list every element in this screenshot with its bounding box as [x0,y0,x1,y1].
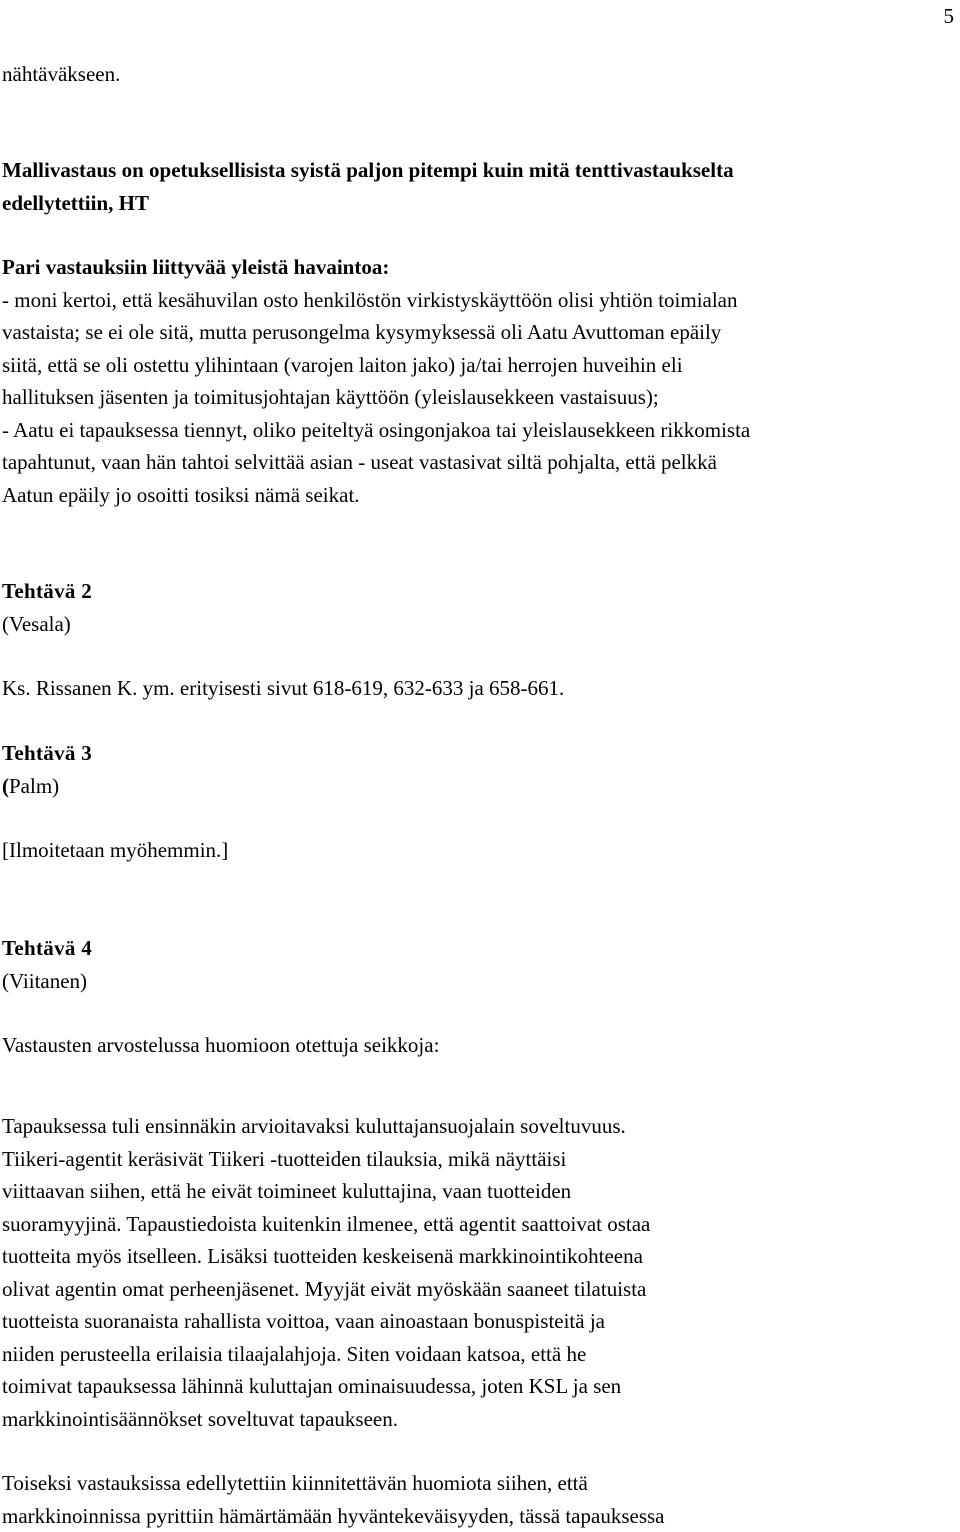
intro-line: nähtäväkseen. [2,58,952,91]
task-3-section [2,737,952,802]
task-3-title: Tehtävä 3 [2,737,952,770]
text-line: viittaavan siihen, että he eivät toimineet kuluttajina, vaan tuotteiden [2,1175,952,1208]
task-4-paragraph-2 [2,1467,952,1532]
intro-line-block [2,58,952,91]
text-line: vastaista; se ei ole sitä, mutta perusongelma kysymyksessä oli Aatu Avuttoman epäily [2,316,952,349]
text-line: tuotteista suoranaista rahallista voittoa, vaan ainoastaan bonuspisteitä ja [2,1305,952,1338]
task-2-section [2,575,952,640]
task-2-reference-block [2,672,952,705]
text-line: olivat agentin omat perheenjäsenet. Myyjät eivät myöskään saaneet tilatuista [2,1273,952,1306]
task-3-author-name: Palm) [9,774,59,798]
text-line: toimivat tapauksessa lähinnä kuluttajan ominaisuudessa, joten KSL ja sen [2,1370,952,1403]
text-line: Tapauksessa tuli ensinnäkin arvioitavaksi kuluttajansuojalain soveltuvuus. [2,1110,952,1143]
general-observations [2,251,952,511]
text-line: siitä, että se oli ostettu ylihintaan (varojen laiton jako) ja/tai herrojen huveihin eli [2,349,952,382]
text-line: Tiikeri-agentit keräsivät Tiikeri -tuotteiden tilauksia, mikä näyttäisi [2,1143,952,1176]
task-4-author: (Viitanen) [2,965,952,998]
text-line: Mallivastaus on opetuksellisista syistä paljon pitempi kuin mitä tenttivastaukselta [2,154,952,187]
task-3-author-paren: ( [2,774,9,798]
task-3-note-block [2,834,952,867]
text-line: niiden perusteella erilaisia tilaajalahjoja. Siten voidaan katsoa, että he [2,1338,952,1371]
text-line: markkinointisäännökset soveltuvat tapaukseen. [2,1403,952,1436]
task-3-author [2,770,952,803]
task-2-author: (Vesala) [2,608,952,641]
text-line: - moni kertoi, että kesähuvilan osto henkilöstön virkistyskäyttöön olisi yhtiön toimialan [2,284,952,317]
text-line: - Aatu ei tapauksessa tiennyt, oliko peiteltyä osingonjakoa tai yleislausekkeen rikkomista [2,414,952,447]
text-line: tuotteita myös itselleen. Lisäksi tuotteiden keskeisenä markkinointikohteena [2,1240,952,1273]
task-2-title: Tehtävä 2 [2,575,952,608]
text-line: hallituksen jäsenten ja toimitusjohtajan käyttöön (yleislausekkeen vastaisuus); [2,381,952,414]
text-line: markkinoinnissa pyrittiin hämärtämään hyväntekeväisyyden, tässä tapauksessa [2,1500,952,1532]
text-line: Toiseksi vastauksissa edellytettiin kiinnitettävän huomiota siihen, että [2,1467,952,1500]
observations-heading: Pari vastauksiin liittyvää yleistä havaintoa: [2,251,952,284]
task-4-title: Tehtävä 4 [2,932,952,965]
task-2-reference: Ks. Rissanen K. ym. erityisesti sivut 618-619, 632-633 ja 658-661. [2,672,952,705]
page-number: 5 [944,4,955,29]
model-answer-note [2,154,952,219]
task-4-paragraph-1 [2,1110,952,1435]
task-4-intro: Vastausten arvostelussa huomioon otettuja seikkoja: [2,1029,952,1062]
text-line: tapahtunut, vaan hän tahtoi selvittää asian - useat vastasivat siltä pohjalta, että pelkkä [2,446,952,479]
task-3-note: [Ilmoitetaan myöhemmin.] [2,834,952,867]
task-4-section [2,932,952,997]
text-line: edellytettiin, HT [2,187,952,220]
text-line: suoramyyjinä. Tapaustiedoista kuitenkin ilmenee, että agentit saattoivat ostaa [2,1208,952,1241]
task-4-intro-block [2,1029,952,1062]
text-line: Aatun epäily jo osoitti tosiksi nämä seikat. [2,479,952,512]
